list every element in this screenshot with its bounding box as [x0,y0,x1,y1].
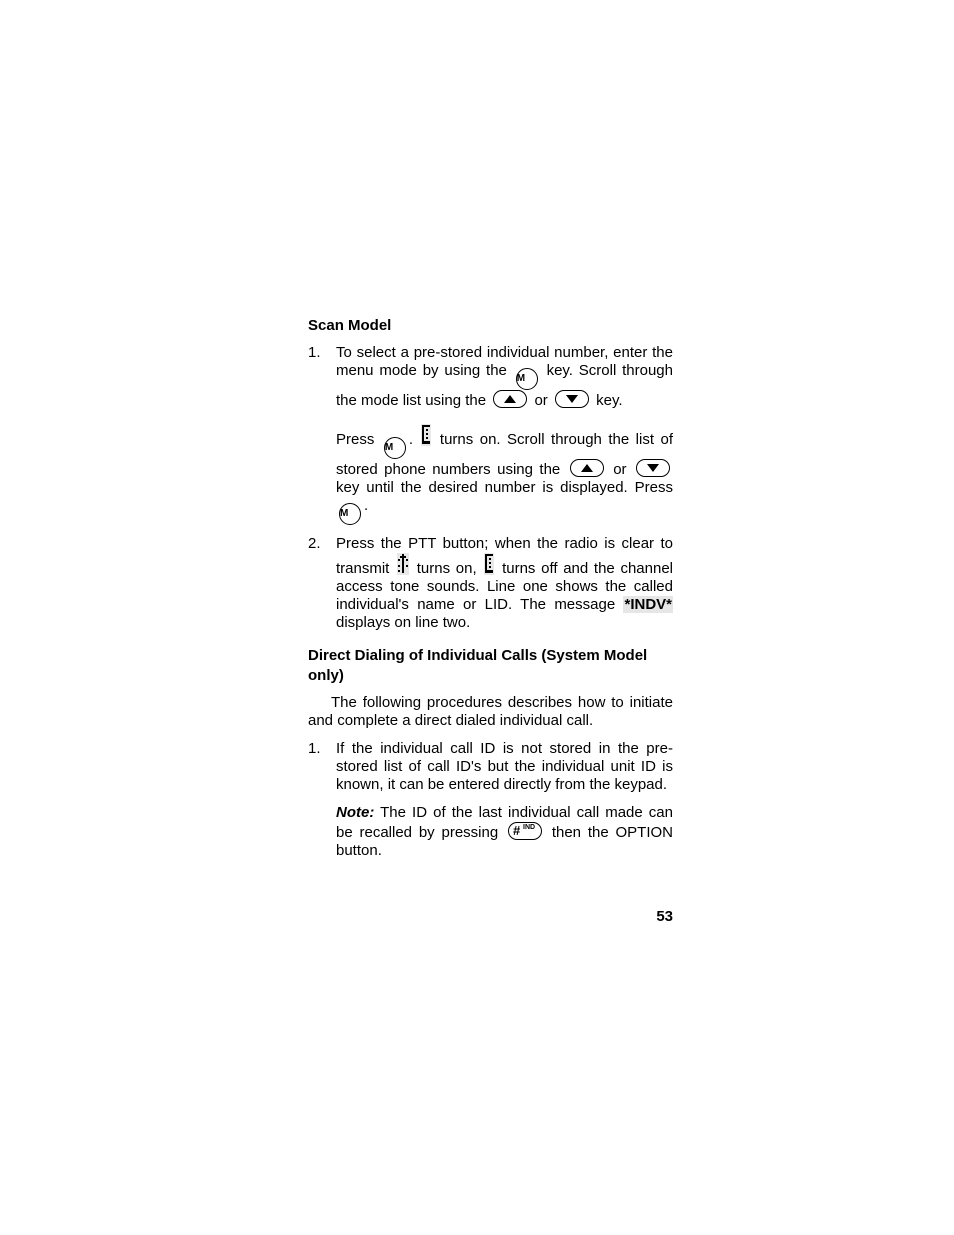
ind-label: IND [523,824,536,831]
text: or [613,461,627,478]
section-heading-scan-model: Scan Model [308,317,392,334]
text: key until the desired number is displayed. Press [336,479,673,496]
up-arrow-key-icon [570,459,604,477]
page-number: 53 [656,908,673,925]
note-label: Note: [336,804,375,821]
menu-key-icon: M [516,368,538,390]
list-item-body [336,535,673,632]
list-item-body [336,740,673,860]
lcd-phone-book-icon [484,553,494,575]
text: turns on. Scroll through the list of stored phone numbers using the [336,431,673,478]
hash-ind-key-icon [508,822,542,840]
list-item [308,740,673,860]
paragraph: If the individual call ID is not stored in the pre-stored list of call ID's but the individual unit ID is known, it can be entered directly from the keypad. [336,740,673,793]
menu-key-icon: M [339,503,361,525]
text: . [408,431,413,448]
text: . [364,497,369,514]
text: then the OPTION button. [336,824,673,859]
intro-paragraph: The following procedures describes how to initiate and complete a direct dialed individual call. [308,694,673,729]
text: turns on, [416,560,477,577]
list-number: 1. [308,740,321,757]
down-arrow-key-icon [555,390,589,408]
text: displays on line two. [336,614,471,631]
list-number: 1. [308,344,321,361]
down-arrow-key-icon [636,459,670,477]
paragraph [336,344,673,410]
list-item [308,344,673,525]
text: Press [336,431,375,448]
text: key. [596,392,623,409]
paragraph [336,424,673,525]
up-arrow-key-icon [493,390,527,408]
text: Press the PTT button; when the radio is clear to transmit [336,535,673,577]
section-heading-direct-dialing: Direct Dialing of Individual Calls (System Model only) [308,647,648,684]
hash-symbol: # [513,823,521,838]
text: or [534,392,548,409]
note-paragraph [336,804,673,860]
list-number: 2. [308,535,321,552]
menu-key-icon: M [384,437,406,459]
list-item-body [336,344,673,525]
list-item [308,535,673,632]
lcd-phone-book-icon [421,424,431,446]
text: key. Scroll through the mode list using the [336,362,673,409]
message-indv: *INDV* [624,596,672,613]
paragraph [336,535,673,632]
lcd-transmit-icon [397,553,409,575]
page-content [308,316,673,860]
text: The ID of the last individual call made can be recalled by pressing [336,804,673,841]
text: turns off and the channel access tone sounds. Line one shows the called individual's name or LID. The message [336,560,674,613]
text: To select a pre-stored individual number, enter the menu mode by using the [336,344,673,379]
